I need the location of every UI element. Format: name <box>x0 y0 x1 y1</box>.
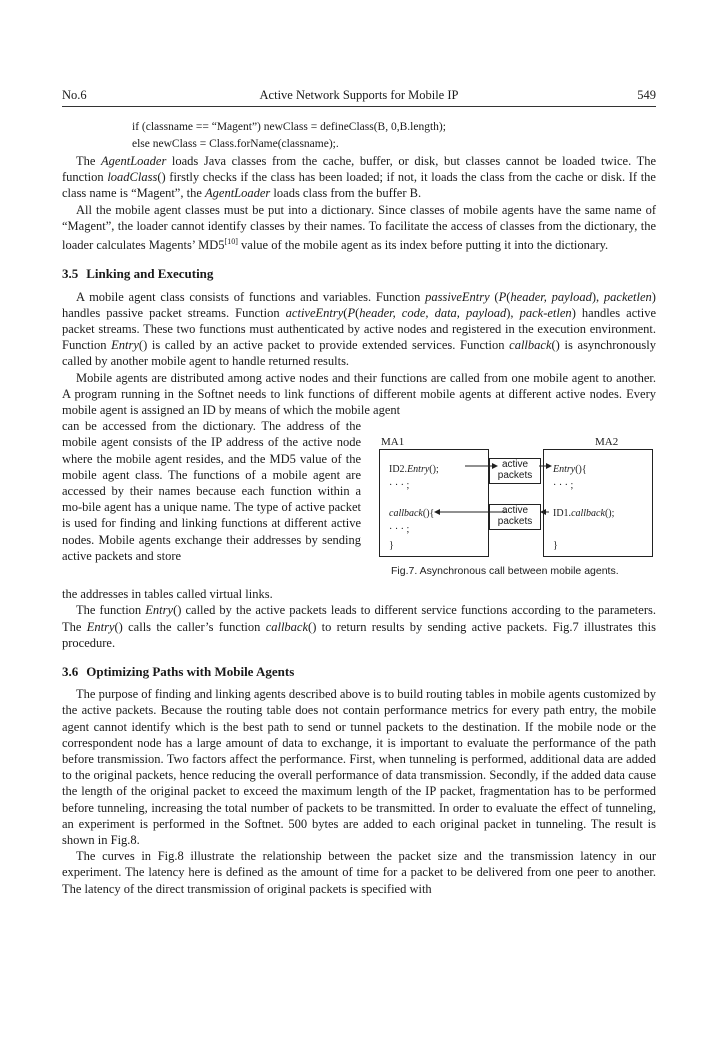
paragraph: The curves in Fig.8 illustrate the relationship between the packet size and the transmission latency in our experiment. The latency here is defined as the amount of time for a packet to be delivered from one peer to another. The latency of the direct transmission of original packets is specified with <box>62 849 656 896</box>
figure-arrows <box>377 436 656 562</box>
running-title: Active Network Supports for Mobile IP <box>259 88 459 102</box>
section-heading: 3.6 Optimizing Paths with Mobile Agents <box>62 664 295 680</box>
paragraph: The purpose of finding and linking agents described above is to build routing tables in mobile agents customized by the active packets. Because the routing table does not contain performance metrics for every path entry, the mobile agent cannot identify which is the best path to send or tunnel packets to the destination. If the mobile node or the correspondent node has a large amount of data to exchange, it is important to evaluate the performance of the path before transmission. Two factors affect the performance. First, when tunneling is performed, additional data are added to the original packets, hence reducing the overall performance of data transmission. Secondly, if the added data cause the length of the original packet to exceed the maximum length of the IP packet, fragmentation has to be performed before tunneling, increasing the total number of packets to be transmitted. In order to evaluate the effect of tunneling, an experiment is performed in the Softnet. 500 bytes are added to each original packet in tunneling. The result is shown in Fig.8. <box>62 687 656 848</box>
figure-7 <box>377 436 656 586</box>
closing-brace: } <box>553 540 558 552</box>
closing-brace: } <box>389 540 394 552</box>
code-snippet <box>62 119 656 153</box>
wrapped-text <box>62 418 361 564</box>
paragraph: All the mobile agent classes must be put into a dictionary. Since classes of mobile agents have the same name of “Magent”, the loader cannot identify classes by their names. To facilitate the access of classes from the dictionary, the loader calculates Magents’ MD5[10] value of the mobile agent as its index before putting it into the dictionary. <box>62 202 656 253</box>
ellipsis: · · · ; <box>389 480 410 492</box>
ellipsis: · · · ; <box>389 524 410 536</box>
section-heading: 3.5 Linking and Executing <box>62 266 214 282</box>
body-text <box>62 119 656 897</box>
figure-caption: Fig.7. Asynchronous call between mobile agents. <box>391 565 619 578</box>
figure-wrap-area <box>62 418 656 586</box>
callback-call: ID1.callback(); <box>553 508 615 520</box>
paragraph: the addresses in tables called virtual links. <box>62 587 273 602</box>
ellipsis: · · · ; <box>553 480 574 492</box>
active-packets-box: active packets <box>489 504 541 530</box>
callback-def: callback(){ <box>389 508 435 520</box>
active-packets-box: active packets <box>489 458 541 484</box>
paragraph: A mobile agent class consists of functions and variables. Function passiveEntry (P(header, payload), packetlen) handles passive packet streams. Function activeEntry(P(header, code, data, payload), pack-etlen) handles active packet streams. These two functions must authenticated by active nodes and registered in the execution environment. Function Entry() is called by an active packet to provide extended services. Function callback() is asynchronously called by another mobile agent to handle returned results. <box>62 289 656 369</box>
entry-def: Entry(){ <box>553 464 587 476</box>
page-number: 549 <box>637 88 656 102</box>
code-line: else newClass = Class.forName(classname);. <box>132 138 339 150</box>
running-header <box>62 86 656 107</box>
paragraph: Mobile agents are distributed among active nodes and their functions are called from one mobile agent to another. A program running in the Softnet needs to link functions of different mobile agents at different active nodes. Every mobile agent is assigned an ID by means of which the mobile agent <box>62 370 656 417</box>
entry-call: ID2.Entry(); <box>389 464 439 476</box>
issue-number: No.6 <box>62 88 87 102</box>
paragraph: The AgentLoader loads Java classes from the cache, buffer, or disk, but classes cannot be loaded twice. The function loadClass() firstly checks if the class has been loaded; if not, it loads the class from the cache or disk. If the class name is “Magent”, the AgentLoader loads class from the buffer B. <box>62 154 656 201</box>
paragraph: The function Entry() called by the active packets leads to different service functions according to the parameters. The Entry() calls the caller’s function callback() to return results by sending active packets. Fig.7 illustrates this procedure. <box>62 603 657 650</box>
paragraph: can be accessed from the dictionary. The address of the mobile agent consists of the IP address of the active node where the mobile agent resides, and the MD5 value of the mobile agent class. The functions of a mobile agent are accessed by their names because each function within a mo-bile agent has a unique name. The type of active packet is used for finding and linking functions at different active nodes. Mobile agents exchange their addresses by sending active packets and store <box>62 419 361 563</box>
code-line: if (classname == “Magent”) newClass = defineClass(B, 0,B.length); <box>132 121 446 133</box>
ma2-label: MA2 <box>595 436 619 449</box>
ma1-label: MA1 <box>381 436 405 449</box>
